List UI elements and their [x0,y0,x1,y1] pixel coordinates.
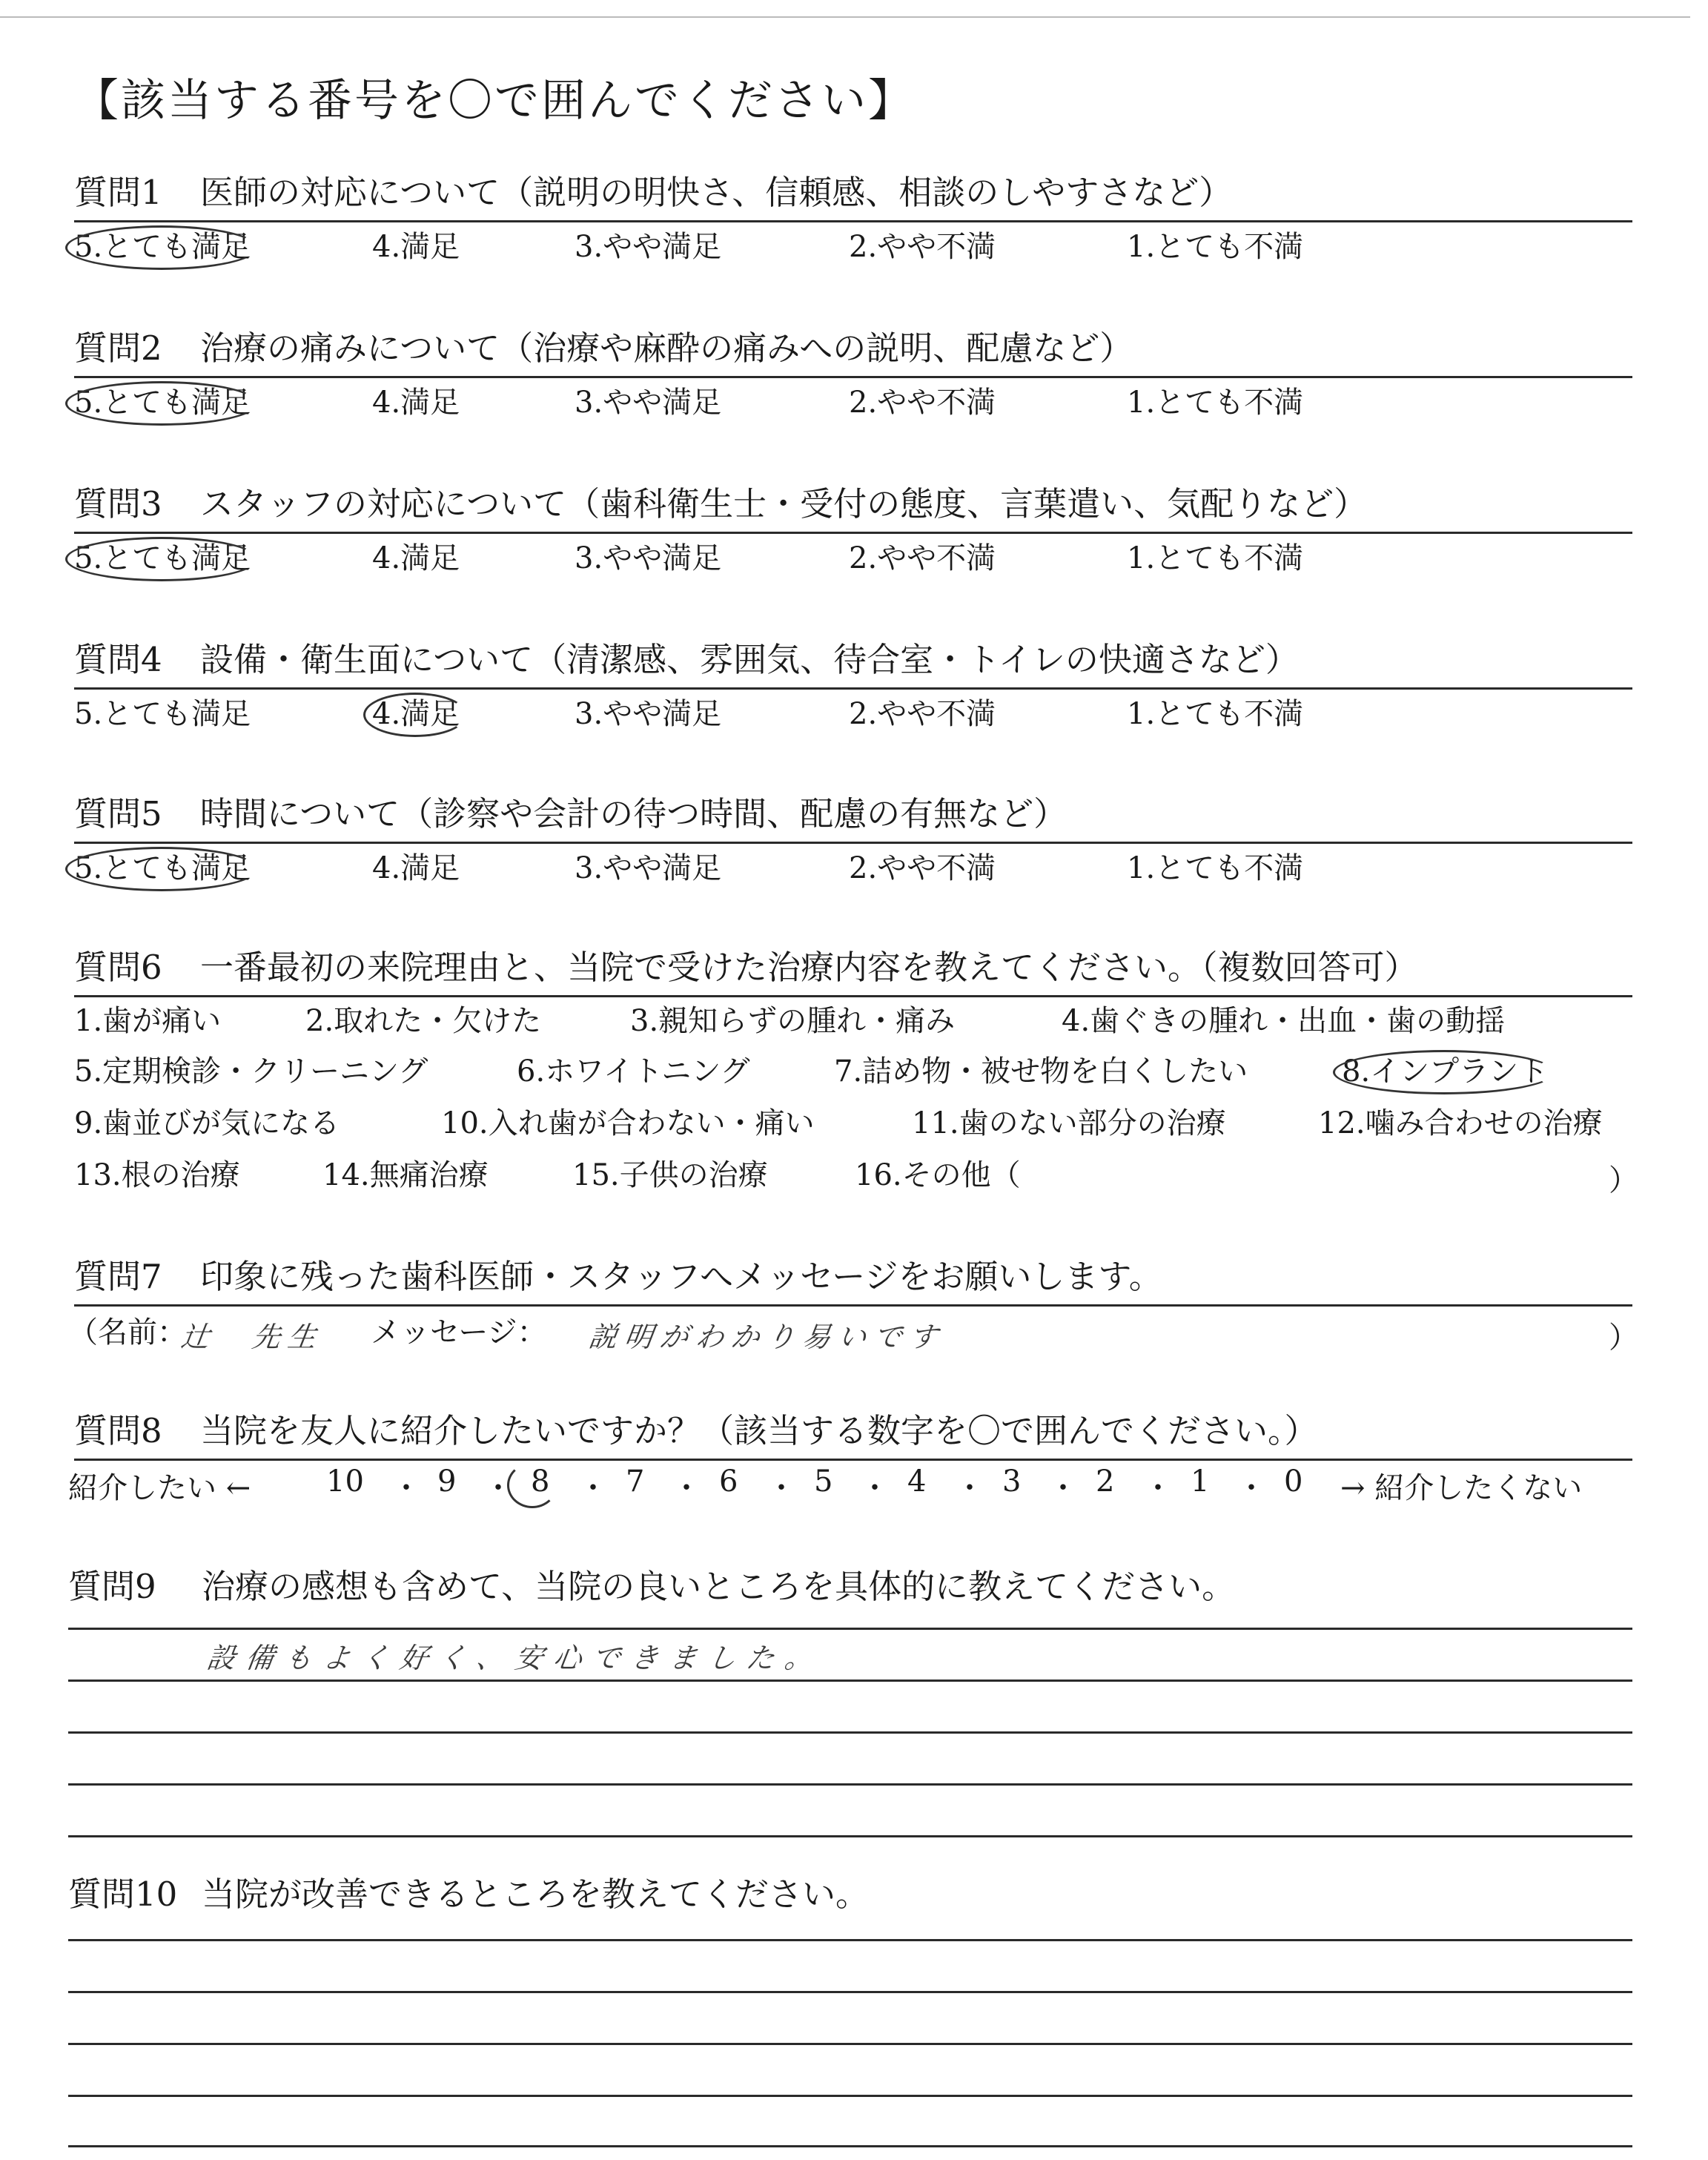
q6-option-12[interactable]: 12.噛み合わせの治療 [1318,1106,1603,1140]
q2-option-5[interactable]: 5.とても満足 [74,386,251,420]
question-label: 質問3 [74,484,162,524]
q6-option-2[interactable]: 2.取れた・欠けた [305,1004,542,1038]
answer-line [68,1783,1632,1786]
q6-option-1[interactable]: 1.歯が痛い [74,1004,222,1038]
q1-option-1[interactable]: 1.とても不満 [1127,230,1304,264]
question-label: 質問7 [74,1257,162,1296]
scale-0[interactable]: 0 [1284,1464,1303,1499]
q6-option-14[interactable]: 14.無痛治療 [322,1158,489,1192]
answer-line [68,1680,1632,1682]
q6-option-6[interactable]: 6.ホワイトニング [517,1054,750,1089]
question-text: 当院が改善できるところを教えてください。 [202,1875,870,1914]
question-label: 質問9 [68,1567,156,1606]
question-label: 質問4 [74,640,162,679]
scale-selection-mark [507,1462,557,1508]
scale-8[interactable]: 8 [531,1464,550,1499]
q6-option-15[interactable]: 15.子供の治療 [572,1158,768,1192]
answer-line [68,2043,1632,2045]
scale-4[interactable]: 4 [907,1464,927,1499]
q6-option-5[interactable]: 5.定期検診・クリーニング [74,1054,428,1089]
answer-line [68,1731,1632,1734]
scale-5[interactable]: 5 [814,1464,833,1499]
scale-7[interactable]: 7 [626,1464,645,1499]
q4-option-2[interactable]: 2.やや不満 [849,697,996,731]
scale-dot: ・ [1237,1471,1266,1505]
q7-name-field[interactable]: 辻 先生 [179,1321,326,1353]
question-text: 医師の対応について（説明の明快さ、信頼感、相談のしやすさなど） [200,173,1233,212]
q7-close-paren: ） [1609,1321,1638,1355]
q3-option-2[interactable]: 2.やや不満 [849,541,996,575]
q5-option-2[interactable]: 2.やや不満 [849,851,996,885]
q4-option-1[interactable]: 1.とても不満 [1127,697,1304,731]
q1-option-2[interactable]: 2.やや不満 [849,230,996,264]
q5-option-1[interactable]: 1.とても不満 [1127,851,1304,885]
q6-option-4[interactable]: 4.歯ぐきの腫れ・出血・歯の動揺 [1062,1004,1506,1038]
q6-option-3[interactable]: 3.親知らずの腫れ・痛み [630,1004,956,1038]
scale-dot: ・ [672,1471,701,1505]
q5-option-5[interactable]: 5.とても満足 [74,851,251,885]
answer-line [68,1939,1632,1941]
form-heading: 【該当する番号を〇で囲んでください】 [74,75,915,127]
q6-close-paren: ） [1609,1163,1638,1198]
q7-message-label: メッセージ： [371,1315,547,1350]
answer-line [68,1835,1632,1837]
answer-line [68,2095,1632,2097]
question-label: 質問6 [74,948,162,987]
scale-dot: ・ [1143,1471,1173,1505]
q9-answer-field[interactable]: 設備もよく好く、安心できました。 [205,1642,826,1674]
question-text: 印象に残った歯科医師・スタッフへメッセージをお願いします。 [200,1257,1162,1296]
question-label: 質問8 [74,1411,162,1450]
scale-6[interactable]: 6 [719,1464,738,1499]
scale-dot: ・ [1048,1471,1078,1505]
q3-option-3[interactable]: 3.やや満足 [575,541,722,575]
scale-9[interactable]: 9 [437,1464,457,1499]
q2-option-3[interactable]: 3.やや満足 [575,386,722,420]
question-6 [74,938,1632,997]
q4-option-3[interactable]: 3.やや満足 [575,697,722,731]
question-2 [74,319,1632,378]
q7-message-field[interactable]: 説明がわかり易いです [586,1321,947,1353]
question-text: 治療の感想も含めて、当院の良いところを具体的に教えてください。 [202,1567,1236,1606]
q4-option-5[interactable]: 5.とても満足 [74,697,251,731]
question-text: 設備・衛生面について（清潔感、雰囲気、待合室・トイレの快適さなど） [200,640,1299,679]
q6-option-8[interactable]: 8.インプラント [1342,1054,1549,1089]
scale-1[interactable]: 1 [1191,1464,1210,1499]
question-text: 治療の痛みについて（治療や麻酔の痛みへの説明、配慮など） [200,328,1133,368]
scale-dot: ・ [955,1471,984,1505]
q6-option-7[interactable]: 7.詰め物・被せ物を白くしたい [834,1054,1248,1089]
q6-option-16[interactable]: 16.その他（ [855,1158,1021,1192]
scale-dot: ・ [767,1471,796,1505]
q1-option-5[interactable]: 5.とても満足 [74,230,251,264]
q5-option-4[interactable]: 4.満足 [372,851,460,885]
question-4 [74,630,1632,690]
scan-edge [0,16,1690,18]
q6-option-10[interactable]: 10.入れ歯が合わない・痛い [441,1106,815,1140]
q3-option-4[interactable]: 4.満足 [372,541,460,575]
q6-option-9[interactable]: 9.歯並びが気になる [74,1106,340,1140]
question-label: 質問10 [68,1875,178,1914]
answer-line [68,1991,1632,1993]
scale-2[interactable]: 2 [1096,1464,1115,1499]
question-label: 質問1 [74,173,162,212]
q7-name-label: （名前： [68,1315,187,1350]
q2-option-1[interactable]: 1.とても不満 [1127,386,1304,420]
scale-dot: ・ [578,1471,608,1505]
q6-option-11[interactable]: 11.歯のない部分の治療 [912,1106,1226,1140]
q3-option-5[interactable]: 5.とても満足 [74,541,251,575]
scale-dot: ・ [391,1471,421,1505]
q6-option-13[interactable]: 13.根の治療 [74,1158,240,1192]
q2-option-4[interactable]: 4.満足 [372,386,460,420]
question-text: 当院を友人に紹介したいですか？（該当する数字を〇で囲んでください。） [200,1411,1318,1450]
scale-dot: ・ [860,1471,890,1505]
q1-option-4[interactable]: 4.満足 [372,230,460,264]
q5-option-3[interactable]: 3.やや満足 [575,851,722,885]
question-10 [68,1872,869,1917]
q2-option-2[interactable]: 2.やや不満 [849,386,996,420]
q4-option-4[interactable]: 4.満足 [372,697,460,731]
scale-3[interactable]: 3 [1002,1464,1022,1499]
question-8 [74,1401,1632,1461]
question-1 [74,163,1632,222]
question-text: 一番最初の来院理由と、当院で受けた治療内容を教えてください。（複数回答可） [200,948,1418,987]
scale-10[interactable]: 10 [326,1464,364,1499]
question-3 [74,475,1632,534]
question-text: スタッフの対応について（歯科衛生士・受付の態度、言葉遣い、気配りなど） [200,484,1368,524]
scale-left-label: 紹介したい ← [68,1471,251,1505]
question-label: 質問5 [74,794,162,833]
answer-line [68,2145,1632,2147]
q3-option-1[interactable]: 1.とても不満 [1127,541,1304,575]
question-7 [74,1247,1632,1307]
question-5 [74,785,1632,844]
question-label: 質問2 [74,328,162,368]
question-9 [68,1565,1235,1609]
q1-option-3[interactable]: 3.やや満足 [575,230,722,264]
scale-right-label: → 紹介したくない [1340,1471,1583,1505]
scale-dot: ・ [483,1471,513,1505]
question-text: 時間について（診察や会計の待つ時間、配慮の有無など） [200,794,1068,833]
answer-line [68,1628,1632,1630]
